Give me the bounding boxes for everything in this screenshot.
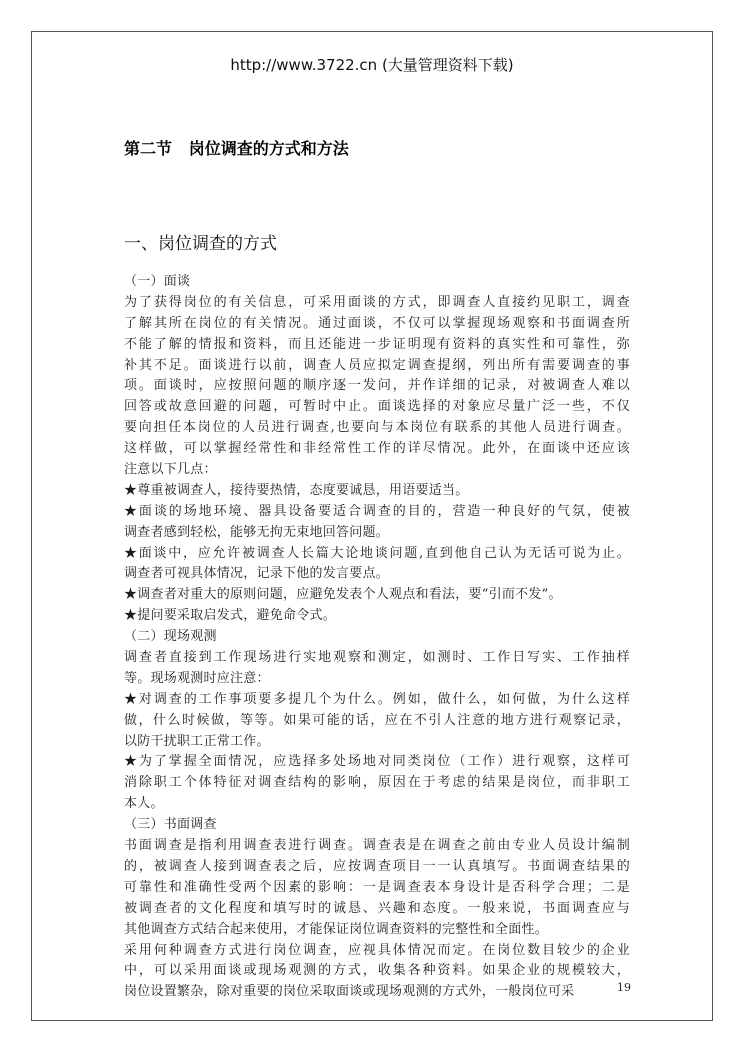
body-line: ★面谈的场地环境、器具设备要适合调查的目的，营造一种良好的气氛，使被	[124, 503, 630, 519]
page-number: 19	[617, 981, 631, 994]
header-url[interactable]: http://www.3722.cn (大量管理资料下载)	[230, 56, 514, 74]
body-line: （三）书面调查	[124, 817, 217, 833]
body-line: ★尊重被调查人，接待要热情，态度要诚恳，用语要适当。	[124, 482, 469, 498]
body-line: 调查者直接到工作现场进行实地观察和测定，如测时、工作日写实、工作抽样	[124, 650, 630, 666]
body-line: 为了获得岗位的有关信息，可采用面谈的方式，即调查人直接约见职工，调查	[124, 294, 630, 310]
section-title: 第二节 岗位调查的方式和方法	[124, 139, 349, 158]
body-line: ★为了掌握全面情况，应选择多处场地对同类岗位（工作）进行观察，这样可	[124, 754, 630, 770]
body-line: 项。面谈时，应按照问题的顺序逐一发问，并作详细的记录，对被调查人难以	[124, 378, 630, 394]
body-line: （二）现场观测	[124, 629, 217, 645]
body-line: （一）面谈	[124, 274, 191, 289]
body-line: 做，什么时候做，等等。如果可能的话，应在不引人注意的地方进行观察记录，	[124, 712, 630, 728]
body-line: 回答或故意回避的问题，可暂时中止。面谈选择的对象应尽量广泛一些，不仅	[124, 399, 630, 415]
body-line: 中，可以采用面谈或现场观测的方式，收集各种资料。如果企业的规模较大，	[124, 963, 630, 979]
body-line: ★面谈中，应允许被调查人长篇大论地谈问题,直到他自己认为无话可说为止。	[124, 545, 630, 561]
body-line: ★对调查的工作事项要多提几个为什么。例如，做什么，如何做，为什么这样	[124, 691, 630, 707]
body-line: 补其不足。面谈进行以前，调查人员应拟定调查提纲，列出所有需要调查的事	[124, 357, 630, 373]
body-line: 注意以下几点：	[124, 462, 217, 478]
body-line: 书面调查是指利用调查表进行调查。调查表是在调查之前由专业人员设计编制	[124, 838, 630, 854]
body-line: ★调查者对重大的原则问题，应避免发表个人观点和看法，要“引而不发”。	[124, 587, 562, 603]
body-line: 岗位设置繁杂，除对重要的岗位采取面谈或现场观测的方式外，一般岗位可采	[124, 984, 575, 1000]
body-line: ★提问要采取启发式，避免命令式。	[124, 608, 337, 624]
body-line: 采用何种调查方式进行岗位调查，应视具体情况而定。在岗位数目较少的企业	[124, 942, 630, 958]
body-line: 本人。	[124, 796, 164, 812]
body-line: 其他调查方式结合起来使用，才能保证岗位调查资料的完整性和全面性。	[124, 921, 549, 937]
body-line: 以防干扰职工正常工作。	[124, 733, 270, 749]
body-line: 被调查者的文化程度和填写时的诚恳、兴趣和态度。一般来说，书面调查应与	[124, 900, 630, 916]
body-text	[124, 272, 630, 1003]
body-line: 了解其所在岗位的有关情况。通过面谈，不仅可以掌握现场观察和书面调查所	[124, 315, 630, 331]
body-line: 调查者感到轻松，能够无拘无束地回答问题。	[124, 524, 390, 540]
body-line: 等。现场观测时应注意：	[124, 670, 270, 686]
body-line: 消除职工个体特征对调查结构的影响，原因在于考虑的结果是岗位，而非职工	[124, 775, 630, 791]
body-line: 要向担任本岗位的人员进行调查,也要向与本岗位有联系的其他人员进行调查。	[124, 420, 630, 436]
body-line: 的，被调查人接到调查表之后，应按调查项目一一认真填写。书面调查结果的	[124, 858, 630, 874]
body-line: 调查者可视具体情况，记录下他的发言要点。	[124, 566, 390, 582]
sub-heading: 一、岗位调查的方式	[124, 234, 277, 254]
body-line: 可靠性和准确性受两个因素的影响：一是调查表本身设计是否科学合理；二是	[124, 879, 630, 895]
body-line: 这样做，可以掌握经常性和非经常性工作的详尽情况。此外，在面谈中还应该	[124, 441, 630, 457]
body-line: 不能了解的情报和资料，而且还能进一步证明现有资料的真实性和可靠性，弥	[124, 336, 630, 352]
